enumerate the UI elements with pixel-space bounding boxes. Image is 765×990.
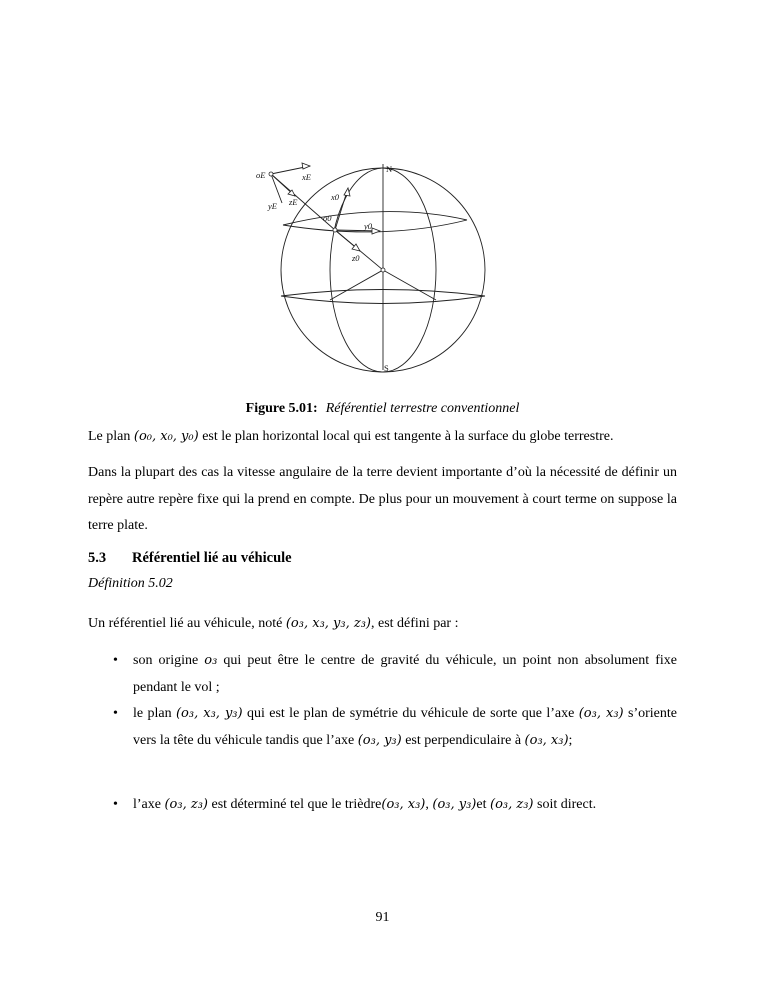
label-o0: o0 [323,213,332,223]
page-number: 91 [375,910,390,925]
caption-title: Référentiel terrestre conventionnel [325,401,520,416]
definition-label: Définition 5.02 [88,576,173,591]
caption-label: Figure 5.01: [245,401,318,416]
math: (o₃, y₃) [357,732,402,748]
paragraph-definition-intro [88,611,677,638]
text: est perpendiculaire à [401,732,525,748]
text: l’axe [133,797,165,812]
math: (o₃, y₃) [432,797,477,812]
paragraph-local-plane [88,424,677,451]
upper-parallel [283,212,467,225]
text: ; [568,732,573,748]
label-north: N [386,164,393,174]
label-xE: xE [302,172,311,182]
label-oE: oE [256,170,266,180]
text: Le plan [88,429,134,444]
section-number: 5.3 [88,550,107,566]
math: (o₃, x₃, y₃) [175,706,243,721]
text: , est défini par : [371,616,459,631]
paragraph-angular-velocity: Dans la plupart des cas la vitesse angulaire de la terre devient importante d’où la nécessité de définir un repère autre repère fixe qui la prend en compte. De plus pour un mouvement à court terme on suppose la terre plate. [88,465,677,533]
math: (o₃, z₃) [490,797,534,812]
bullet-dot: • [113,797,118,812]
text: qui est le plan de symétrie du véhicule de sorte que l’axe [242,706,579,721]
label-yE: yE [268,201,277,211]
list-item-text [133,648,677,701]
figure-caption [0,401,765,417]
earth-frame-figure [250,158,515,380]
math: (o₃, x₃, y₃, z₃) [285,616,371,631]
text: est le plan horizontal local qui est tangente à la surface du globe terrestre. [198,429,614,444]
label-south: S [384,363,389,373]
text: et [476,797,490,812]
text: soit direct. [533,797,597,812]
list-item-text [133,701,677,754]
section-title: Référentiel lié au véhicule [132,550,292,566]
math: o₃ [204,653,218,668]
text: s’oriente vers la tête du véhicule tandis que l’axe [133,706,677,748]
label-zE: zE [289,197,298,207]
text: le plan [133,706,176,721]
math: (o₃, x₃) [381,797,426,812]
text: son origine [133,653,205,668]
math: (o₃, z₃) [164,797,208,812]
text: est déterminé tel que le trièdre [208,797,382,812]
text: qui peut être le centre de gravité du véhicule, un point non absolument fixe pendant le vol ; [133,653,677,695]
label-x0: x0 [331,192,340,202]
label-z0: z0 [352,253,360,263]
math: (o₀, x₀, y₀) [133,429,199,444]
text: , [425,797,433,812]
bullet-dot: • [113,706,118,721]
label-y0: y0 [364,221,373,231]
text: Un référentiel lié au véhicule, noté [88,616,286,631]
math: (o₃, x₃) [524,732,569,748]
section-heading [88,550,292,567]
math: (o₃, x₃) [578,706,624,721]
bullet-dot: • [113,653,118,668]
list-item-text [133,792,677,819]
